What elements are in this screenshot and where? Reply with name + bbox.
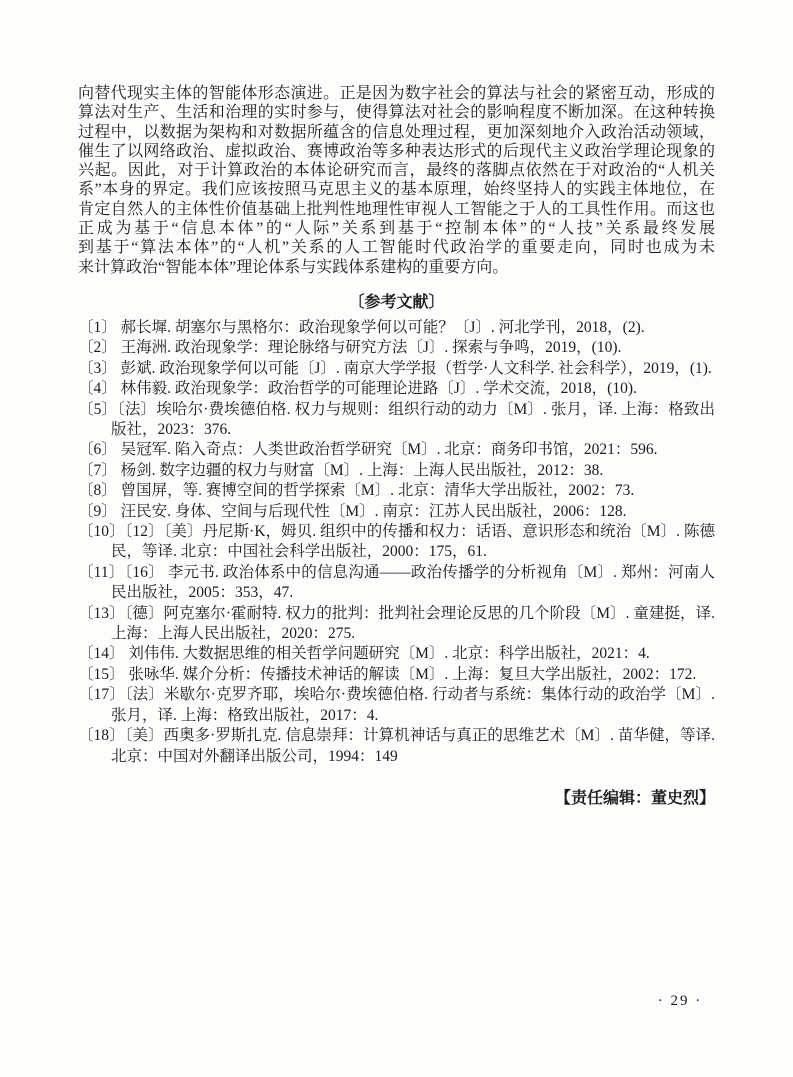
reference-item: 〔17〕〔法〕米歇尔·克罗齐耶，埃哈尔·费埃德伯格. 行动者与系统：集体行动的政治学〔M〕. 张月，译. 上海：格致出版社，2017：4.	[78, 686, 715, 724]
paragraph-line: 过程中，以数据为架构和对数据所蕴含的信息处理过程，更加深刻地介入政治活动领域，	[78, 123, 715, 141]
reference-item: 〔3〕 彭斌. 政治现象学何以可能〔J〕. 南京大学学报（哲学·人文科学. 社会科学），2019，(1).	[78, 359, 712, 377]
paragraph-line: 向替代现实主体的智能体形态演进。正是因为数字社会的算法与社会的紧密互动，形成的	[78, 85, 715, 102]
paragraph-line: 算法对生产、生活和治理的实时参与，使得算法对社会的影响程度不断加深。在这种转换	[78, 104, 715, 122]
page-content	[78, 84, 715, 809]
responsible-editor: 【责任编辑：董史烈】	[554, 789, 715, 807]
paragraph-line: 到基于“算法本体”的“人机”关系的人工智能时代政治学的重要走向，同时也成为未	[78, 239, 715, 257]
references-heading: 〔参考文献〕	[348, 293, 445, 311]
body-paragraph	[78, 84, 715, 277]
paragraph-line: 来计算政治“智能本体”理论体系与实践体系建构的重要方向。	[78, 258, 509, 276]
reference-item: 〔6〕 吴冠军. 陷入奇点：人类世政治哲学研究〔M〕. 北京：商务印书馆，2021：596.	[78, 441, 658, 459]
reference-item: 〔4〕 林伟毅. 政治现象学：政治哲学的可能理论进路〔J〕. 学术交流，2018，(10).	[78, 380, 637, 398]
paragraph-line: 系”本身的界定。我们应该按照马克思主义的基本原理，始终坚持人的实践主体地位，在	[78, 181, 715, 199]
reference-item: 〔14〕 刘伟伟. 大数据思维的相关哲学问题研究〔M〕. 北京：科学出版社，2021：4.	[78, 645, 650, 663]
reference-item: 〔11〕〔16〕 李元书. 政治体系中的信息沟通——政治传播学的分析视角〔M〕. 郑州：河南人民出版社，2005：353，47.	[78, 563, 715, 602]
reference-item: 〔1〕 郝长墀. 胡塞尔与黑格尔：政治现象学何以可能？〔J〕. 河北学刊，2018，(2).	[78, 318, 645, 336]
paragraph-line: 肯定自然人的主体性价值基础上批判性地理性审视人工智能之于人的工具性作用。而这也	[78, 200, 715, 218]
paragraph-line: 正成为基于“信息本体”的“人际”关系到基于“控制本体”的“人技”关系最终发展	[78, 220, 715, 238]
reference-item: 〔13〕〔德〕阿克塞尔·霍耐特. 权力的批判：批判社会理论反思的几个阶段〔M〕. 童建挺，译. 上海：上海人民出版社，2020：275.	[78, 604, 715, 643]
reference-item: 〔8〕 曾国屏，等. 赛博空间的哲学探索〔M〕. 北京：清华大学出版社，2002：73.	[78, 482, 635, 500]
paragraph-line: 催生了以网络政治、虚拟政治、赛博政治等多种表达形式的后现代主义政治学理论现象的	[78, 142, 715, 160]
reference-item: 〔18〕〔美〕西奥多·罗斯扎克. 信息崇拜：计算机神话与真正的思维艺术〔M〕. 苗华健，等译. 北京：中国对外翻译出版公司，1994：149	[78, 727, 715, 765]
reference-item: 〔5〕〔法〕埃哈尔·费埃德伯格. 权力与规则：组织行动的动力〔M〕. 张月，译. 上海：格致出版社，2023：376.	[78, 400, 715, 438]
reference-item: 〔7〕 杨剑. 数字边疆的权力与财富〔M〕. 上海：上海人民出版社，2012：38.	[78, 461, 604, 479]
reference-item: 〔2〕 王海洲. 政治现象学：理论脉络与研究方法〔J〕. 探索与争鸣，2019，(10).	[78, 339, 622, 357]
reference-item: 〔15〕 张咏华. 媒介分析：传播技术神话的解读〔M〕. 上海：复旦大学出版社，2002：172.	[78, 665, 697, 683]
reference-list	[78, 318, 715, 767]
page-number: · 29 ·	[657, 993, 703, 1009]
paragraph-line: 兴起。因此，对于计算政治的本体论研究而言，最终的落脚点依然在于对政治的“人机关	[78, 162, 715, 180]
reference-item: 〔10〕〔12〕〔美〕丹尼斯·K，姆贝. 组织中的传播和权力：话语、意识形态和统治〔M〕. 陈德民，等译. 北京：中国社会科学出版社，2000：175，61.	[78, 523, 715, 561]
reference-item: 〔9〕 汪民安. 身体、空间与后现代性〔M〕. 南京：江苏人民出版社，2006：128.	[78, 502, 627, 520]
